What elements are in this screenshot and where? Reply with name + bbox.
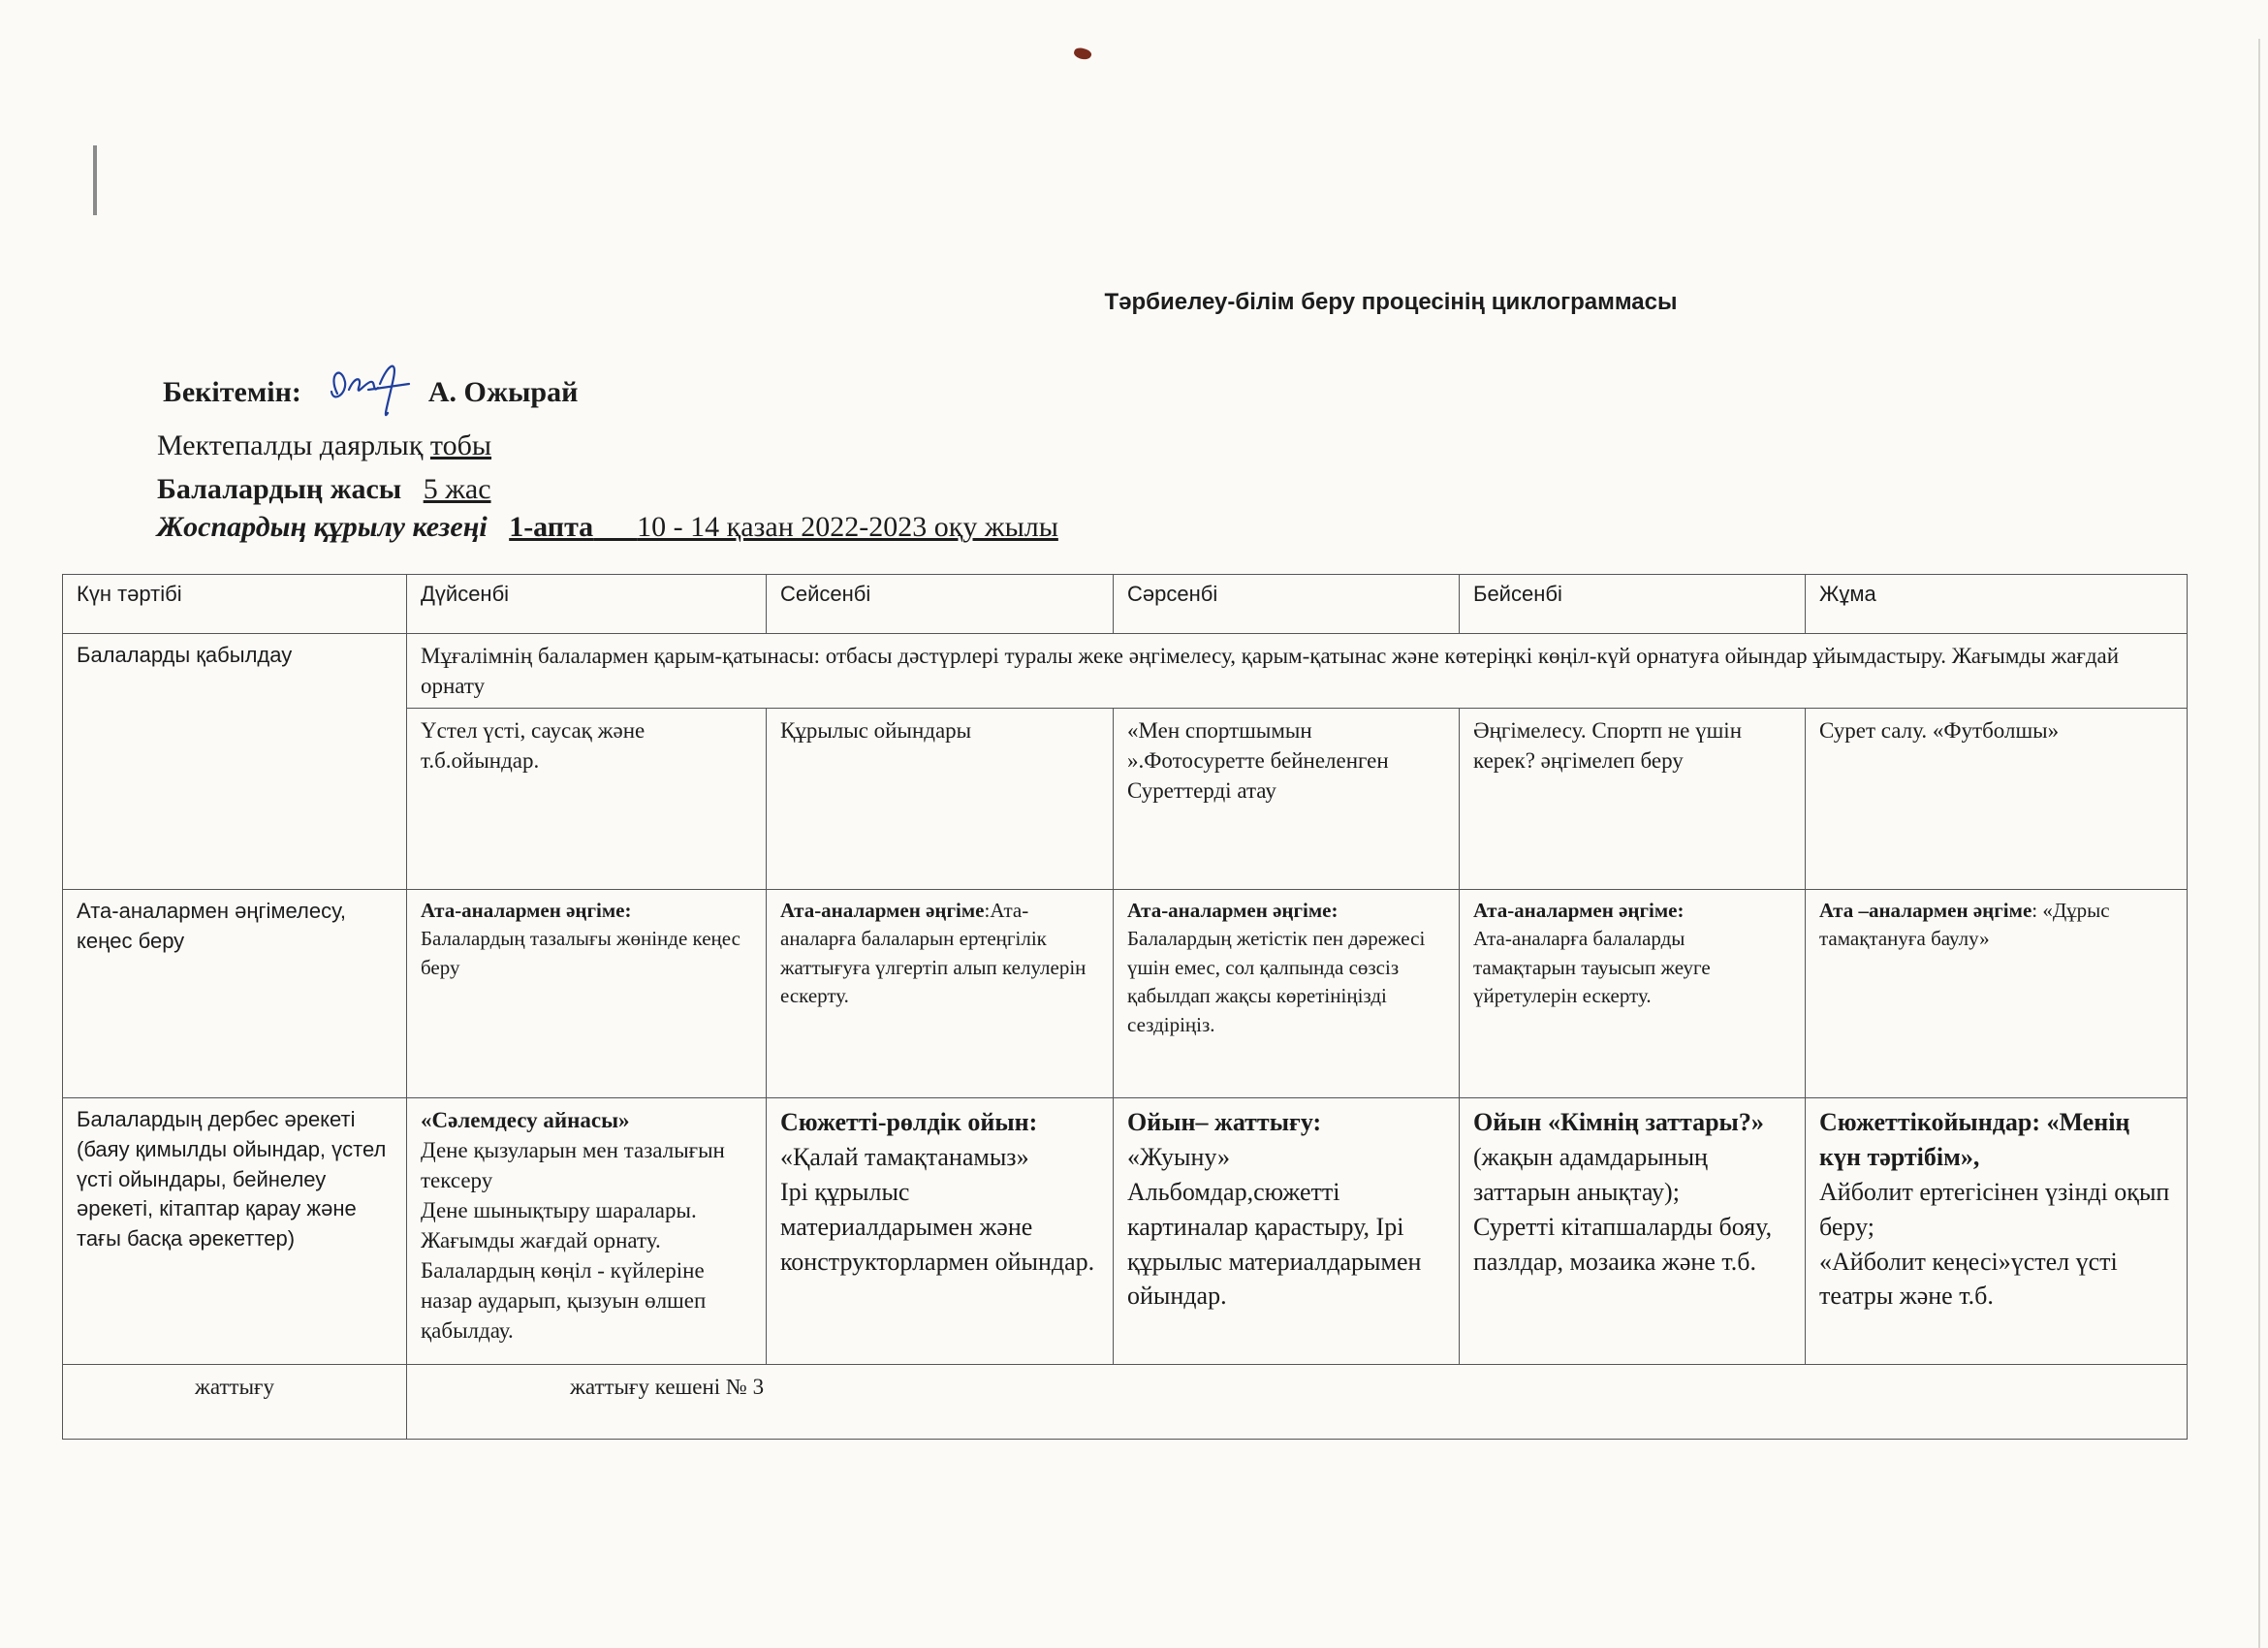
table-row — [63, 890, 2188, 1098]
schedule-table — [62, 574, 2188, 1440]
approver-name: А. Ожырай — [427, 376, 579, 408]
age-line — [157, 473, 491, 506]
table-cell: «Мен спортшымын ».Фотосуретте бейнеленген Суреттерді атау — [1114, 709, 1460, 890]
table-cell — [1806, 890, 2188, 1098]
period-week: 1-апта — [509, 511, 594, 543]
table-cell: Әңгімелесу. Спортп не үшін керек? әңгімелеп беру — [1460, 709, 1806, 890]
paper-speck — [1073, 46, 1093, 61]
table-cell — [407, 1098, 767, 1365]
column-header: Жұма — [1806, 575, 2188, 634]
table-cell — [1114, 1098, 1460, 1365]
cell-heading: Ата-аналармен әңгіме — [780, 899, 985, 923]
approval-line — [163, 355, 578, 423]
cell-text: : «Дұрыс тамақтануға баулу» — [1819, 899, 2110, 951]
table-cell — [767, 890, 1114, 1098]
period-dates: 10 - 14 қазан 2022-2023 оқу жылы — [637, 511, 1058, 543]
cell-heading: Ата –аналармен әңгіме — [1819, 899, 2032, 923]
exercise-cell: жаттығу кешені № 3 — [407, 1365, 2188, 1440]
cell-heading: Ата-аналармен әңгіме: — [1473, 899, 1685, 923]
age-label: Балалардың жасы — [157, 473, 402, 505]
table-header-row — [63, 575, 2188, 634]
signature-image — [320, 355, 417, 423]
table-cell — [1806, 1098, 2188, 1365]
table-cell — [1460, 890, 1806, 1098]
cell-heading: Сюжеттікойындар: «Менің күн тәртібім», — [1819, 1108, 2130, 1171]
age-value: 5 жас — [423, 473, 491, 505]
table-cell: Үстел үсті, саусақ және т.б.ойындар. — [407, 709, 767, 890]
cell-text: (жақын адамдарының заттарын анықтау); Суретті кітапшаларды бояу, пазлдар, мозаика және т.б. — [1473, 1142, 1773, 1276]
group-line — [157, 429, 491, 462]
row-label: Ата-аналармен әңгімелесу, кеңес беру — [63, 890, 407, 1098]
page-edge — [2258, 39, 2260, 1648]
cell-text: Балалардың тазалығы жөнінде кеңес беру — [421, 927, 740, 979]
cell-text: «Жуыну» Альбомдар,сюжетті картиналар қарастыру, Ірі құрылыс материалдарымен ойындар. — [1127, 1142, 1422, 1311]
cell-text: Айболит ертегісінен үзінді оқып беру; «Айболит кеңесі»үстел үсті театры және т.б. — [1819, 1177, 2170, 1311]
cell-heading: Ойын– жаттығу: — [1127, 1108, 1322, 1137]
reception-common-cell: Мұғалімнің балалармен қарым-қатынасы: отбасы дәстүрлері туралы жеке әңгімелесу, қарым-қатынас және көтеріңкі көңіл-күй орнатуға ойындар ұйымдастыру. Жағымды жағдай орнату — [407, 634, 2188, 709]
cell-heading: Сюжетті-рөлдік ойын: — [780, 1108, 1038, 1137]
cell-text: «Қалай тамақтанамыз» Ірі құрылыс материалдарымен және конструкторлармен ойындар. — [780, 1142, 1095, 1276]
approval-label: Бекітемін: — [163, 376, 301, 408]
cell-heading: «Сәлемдесу айнасы» — [421, 1108, 630, 1133]
column-header: Бейсенбі — [1460, 575, 1806, 634]
document-title: Тәрбиелеу-білім беру процесінің циклограммасы — [1104, 289, 1678, 315]
cell-heading: Ата-аналармен әңгіме: — [1127, 899, 1339, 923]
cell-heading: Ата-аналармен әңгіме: — [421, 899, 632, 923]
cell-text: :Ата-аналарға балаларын ертеңгілік жаттығуға үлгертіп алып келулерін ескерту. — [780, 899, 1087, 1008]
cell-text: Ата-аналарға балаларды тамақтарын тауысып жеуге үйретулерін ескерту. — [1473, 927, 1711, 1008]
column-header: Сейсенбі — [767, 575, 1114, 634]
table-cell — [407, 890, 767, 1098]
table-cell — [1460, 1098, 1806, 1365]
scan-edge-mark — [93, 145, 97, 215]
table-cell: Құрылыс ойындары — [767, 709, 1114, 890]
column-header: Күн тәртібі — [63, 575, 407, 634]
table-cell: Сурет салу. «Футболшы» — [1806, 709, 2188, 890]
table-cell — [1114, 890, 1460, 1098]
table-cell — [767, 1098, 1114, 1365]
row-label: Балаларды қабылдау — [63, 634, 407, 890]
table-row — [63, 1098, 2188, 1365]
table-row — [63, 634, 2188, 709]
table-row — [63, 1365, 2188, 1440]
column-header: Дүйсенбі — [407, 575, 767, 634]
cell-heading: Ойын «Кімнің заттары?» — [1473, 1108, 1764, 1137]
period-line — [157, 511, 1058, 544]
cell-text: Дене қызуларын мен тазалығын тексеру Дене шынықтыру шаралары. Жағымды жағдай орнату. Балалардың көңіл - күйлеріне назар аударып, қызуын өлшеп қабылдау. — [421, 1138, 725, 1344]
period-label: Жоспардың құрылу кезеңі — [157, 511, 488, 543]
group-prefix: Мектепалды даярлық — [157, 429, 430, 461]
column-header: Сәрсенбі — [1114, 575, 1460, 634]
row-label: жаттығу — [63, 1365, 407, 1440]
row-label: Балалардың дербес әрекеті (баяу қимылды ойындар, үстел үсті ойындары, бейнелеу әрекеті, кітаптар қарау және тағы басқа әрекеттер) — [63, 1098, 407, 1365]
group-suffix: тобы — [429, 429, 492, 461]
cell-text: Балалардың жетістік пен дәрежесі үшін емес, сол қалпында сөзсіз қабылдап жақсы көретініңізді сездіріңіз. — [1127, 927, 1426, 1036]
